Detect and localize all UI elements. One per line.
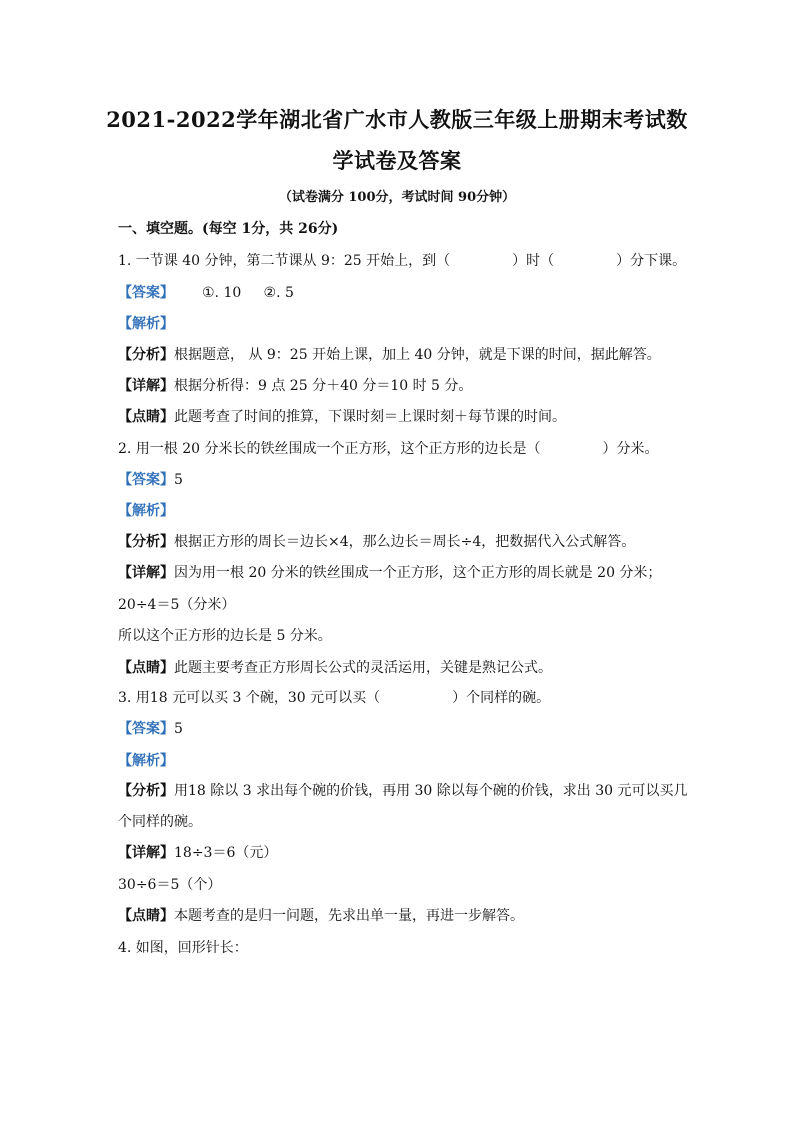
q3-answer-tag: 【答案】 [118,721,174,737]
section1-heading: 一、填空题。(每空 1分，共 26分) [118,221,339,237]
q1-dianjing-tag: 【点睛】 [118,409,174,425]
q1-dianjing-text: 此题考查了时间的推算，下课时刻＝上课时刻＋每节课的时间。 [174,409,566,425]
q2-stem [118,438,659,458]
q2-fenxi-tag: 【分析】 [118,534,174,550]
q1-xiangjie-text: 根据分析得：9 点 25 分＋40 分＝10 时 5 分。 [174,378,473,394]
q1-answer-tag: 【答案】 [118,285,174,301]
q2-stem-part-a: 2. 用一根 20 分米长的铁丝围成一个正方形，这个正方形的边长是（ [118,441,541,457]
q3-analysis-tag: 【解析】 [118,753,174,769]
q1-analysis-tag: 【解析】 [118,316,174,332]
q3-calc: 30÷6＝5（个） [118,877,222,893]
q3-fenxi [118,780,688,800]
q2-calc: 20÷4＝5（分米） [118,597,236,613]
q1-answer-value: ①. 10 ②. 5 [202,285,294,301]
q2-fenxi [118,531,635,551]
q1-dianjing [118,406,566,426]
q1-fenxi-tag: 【分析】 [118,347,174,363]
q1-xiangjie [118,375,472,395]
q1-fenxi [118,344,661,364]
q3-dianjing-tag: 【点睛】 [118,908,174,924]
q1-fenxi-text: 根据题意， 从 9：25 开始上课，加上 40 分钟，就是下课的时间，据此解答。 [174,347,661,363]
document-subtitle: （试卷满分 100分，考试时间 90分钟） [278,190,516,205]
q1-xiangjie-tag: 【详解】 [118,378,174,394]
q2-answer-tag: 【答案】 [118,472,174,488]
q1-stem-part-a: 1. 一节课 40 分钟，第二节课从 9：25 开始上，到（ [118,253,451,269]
q2-answer-value: 5 [174,472,183,488]
q2-xiangjie-text: 因为用一根 20 分米的铁丝围成一个正方形，这个正方形的周长就是 20 分米； [174,565,662,581]
document-title-line1: 2021-2022学年湖北省广水市人教版三年级上册期末考试数 [106,107,688,132]
q3-xiangjie-text: 18÷3＝6（元） [174,845,278,861]
q2-xiangjie [118,562,661,582]
q1-stem [118,250,686,270]
q2-fenxi-text: 根据正方形的周长＝边长×4，那么边长＝周长÷4，把数据代入公式解答。 [174,534,636,550]
q3-answer [118,718,183,738]
q2-answer [118,469,183,489]
q3-stem-part-b: ）个同样的碗。 [452,690,551,706]
q3-fenxi-text-line1: 用18 除以 3 求出每个碗的价钱，再用 30 除以每个碗的价钱，求出 30 元可以买几 [174,783,688,799]
q3-answer-value: 5 [174,721,183,737]
q1-answer [118,282,294,302]
q3-fenxi-line2: 个同样的碗。 [118,814,202,830]
q3-dianjing-text: 本题考查的是归一问题，先求出单一量，再进一步解答。 [174,908,524,924]
document-title-line2: 学试卷及答案 [332,148,462,173]
q2-dianjing [118,657,552,677]
q3-xiangjie [118,842,277,862]
q3-dianjing [118,905,524,925]
q3-fenxi-tag: 【分析】 [118,783,174,799]
q2-dianjing-tag: 【点睛】 [118,660,174,676]
q2-dianjing-text: 此题主要考查正方形周长公式的灵活运用，关键是熟记公式。 [174,660,552,676]
q2-stem-part-b: ）分米。 [602,441,659,457]
q4-stem: 4. 如图，回形针长： [118,940,248,956]
q3-xiangjie-tag: 【详解】 [118,845,174,861]
q3-stem [118,687,550,707]
q2-xiangjie-tag: 【详解】 [118,565,174,581]
q1-stem-part-c: ）分下课。 [616,253,687,269]
q2-analysis-tag: 【解析】 [118,503,174,519]
q2-conclusion: 所以这个正方形的边长是 5 分米。 [118,628,332,644]
q1-stem-part-b: ）时（ [512,253,555,269]
q3-stem-part-a: 3. 用18 元可以买 3 个碗，30 元可以买（ [118,690,381,706]
